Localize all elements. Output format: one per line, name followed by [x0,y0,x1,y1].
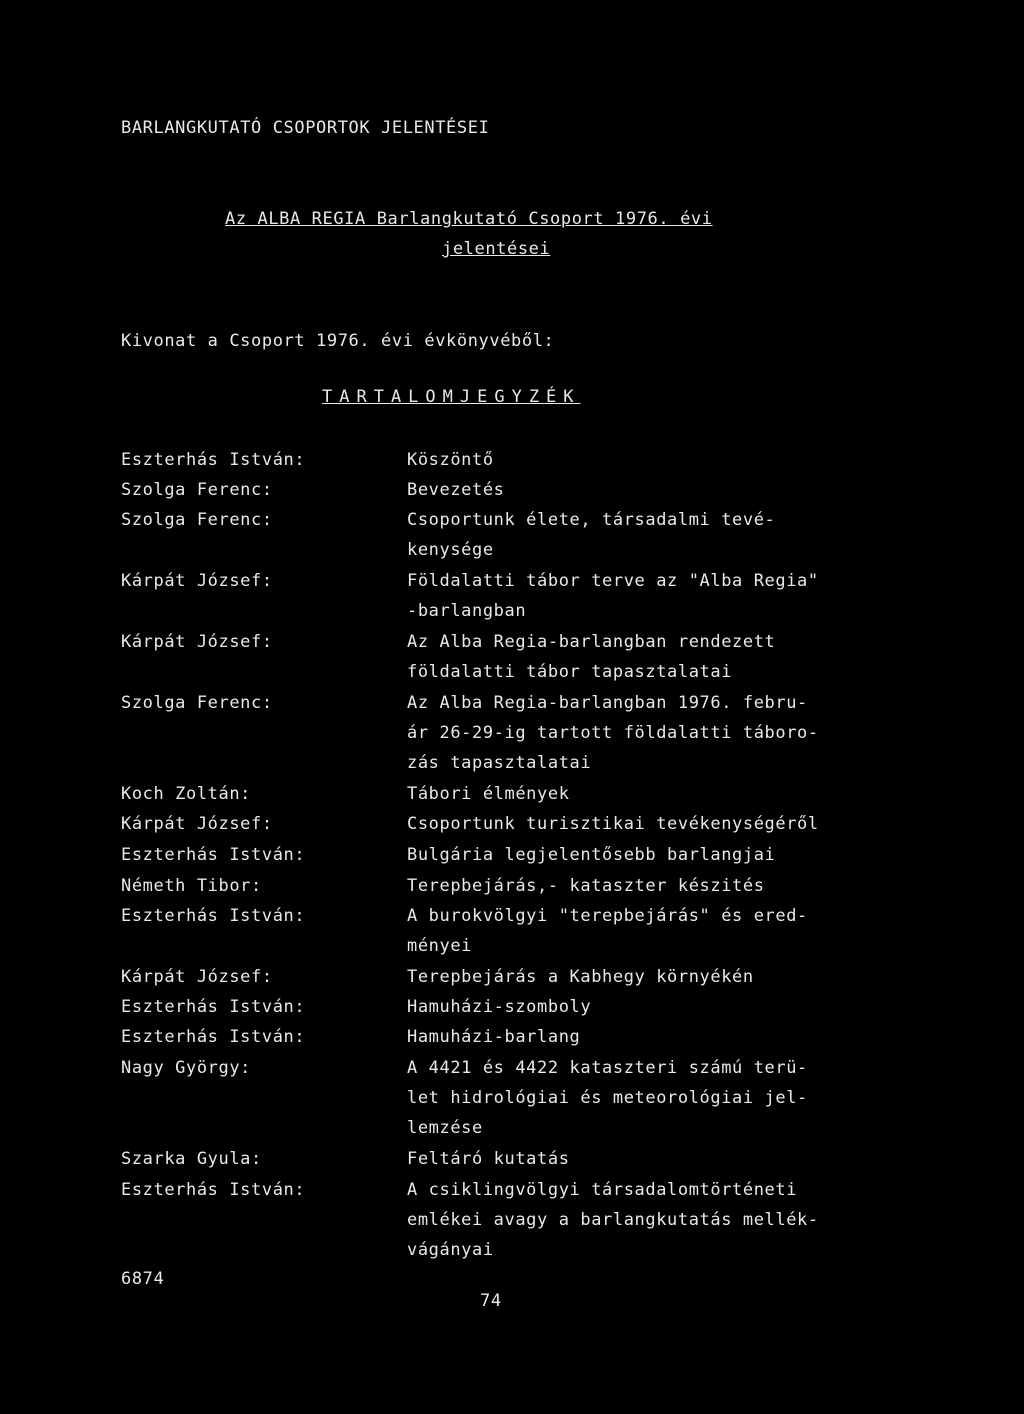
toc-title-line: Bulgária legjelentősebb barlangjai [407,845,776,865]
toc-title-line: Az Alba Regia-barlangban rendezett [407,632,776,652]
toc-author: Eszterhás István: [121,450,306,470]
toc-author: Kárpát József: [121,814,273,834]
report-title-line-2: jelentései [442,239,551,259]
toc-title-line: Hamuházi-barlang [407,1027,581,1047]
toc-title-line: A 4421 és 4422 kataszteri számú terü- [407,1058,808,1078]
toc-title-line: Földalatti tábor terve az "Alba Regia" [407,571,819,591]
toc-heading: TARTALOMJEGYZÉK [322,387,581,407]
toc-title-line: Terepbejárás a Kabhegy környékén [407,967,754,987]
toc-title-line: Bevezetés [407,480,505,500]
toc-title-line: emlékei avagy a barlangkutatás mellék- [407,1210,819,1230]
toc-author: Eszterhás István: [121,1027,306,1047]
document-code: 6874 [121,1269,165,1289]
toc-title-line: Csoportunk turisztikai tevékenységéről [407,814,819,834]
toc-author: Németh Tibor: [121,876,262,896]
toc-title-line: Feltáró kutatás [407,1149,570,1169]
toc-title-line: -barlangban [407,601,527,621]
toc-title-line: let hidrológiai és meteorológiai jel- [407,1088,808,1108]
report-title-line-1: Az ALBA REGIA Barlangkutató Csoport 1976. évi [225,209,713,229]
toc-title-line: Terepbejárás,- kataszter készités [407,876,765,896]
toc-title-line: ményei [407,936,473,956]
toc-title-line: Tábori élmények [407,784,570,804]
toc-author: Eszterhás István: [121,906,306,926]
toc-title-line: lemzése [407,1118,483,1138]
toc-title-line: Hamuházi-szomboly [407,997,592,1017]
toc-title-line: vágányai [407,1240,494,1260]
toc-author: Kárpát József: [121,571,273,591]
toc-title-line: Köszöntő [407,450,494,470]
toc-title-line: A burokvölgyi "terepbejárás" és ered- [407,906,808,926]
toc-author: Eszterhás István: [121,997,306,1017]
toc-author: Kárpát József: [121,632,273,652]
toc-author: Eszterhás István: [121,845,306,865]
intro-text: Kivonat a Csoport 1976. évi évkönyvéből: [121,331,555,351]
toc-title-line: A csiklingvölgyi társadalomtörténeti [407,1180,798,1200]
toc-title-line: földalatti tábor tapasztalatai [407,662,733,682]
document-header: BARLANGKUTATÓ CSOPORTOK JELENTÉSEI [121,118,490,138]
toc-author: Szolga Ferenc: [121,480,273,500]
toc-author: Kárpát József: [121,967,273,987]
toc-title-line: Csoportunk élete, társadalmi tevé- [407,510,776,530]
toc-title-line: Az Alba Regia-barlangban 1976. febru- [407,693,808,713]
toc-author: Szolga Ferenc: [121,510,273,530]
toc-author: Szolga Ferenc: [121,693,273,713]
toc-title-line: ár 26-29-ig tartott földalatti táboro- [407,723,819,743]
toc-author: Koch Zoltán: [121,784,252,804]
toc-title-line: kenysége [407,540,494,560]
toc-author: Eszterhás István: [121,1180,306,1200]
toc-title-line: zás tapasztalatai [407,753,592,773]
toc-author: Szarka Gyula: [121,1149,262,1169]
page-number: 74 [480,1291,502,1311]
toc-author: Nagy György: [121,1058,252,1078]
